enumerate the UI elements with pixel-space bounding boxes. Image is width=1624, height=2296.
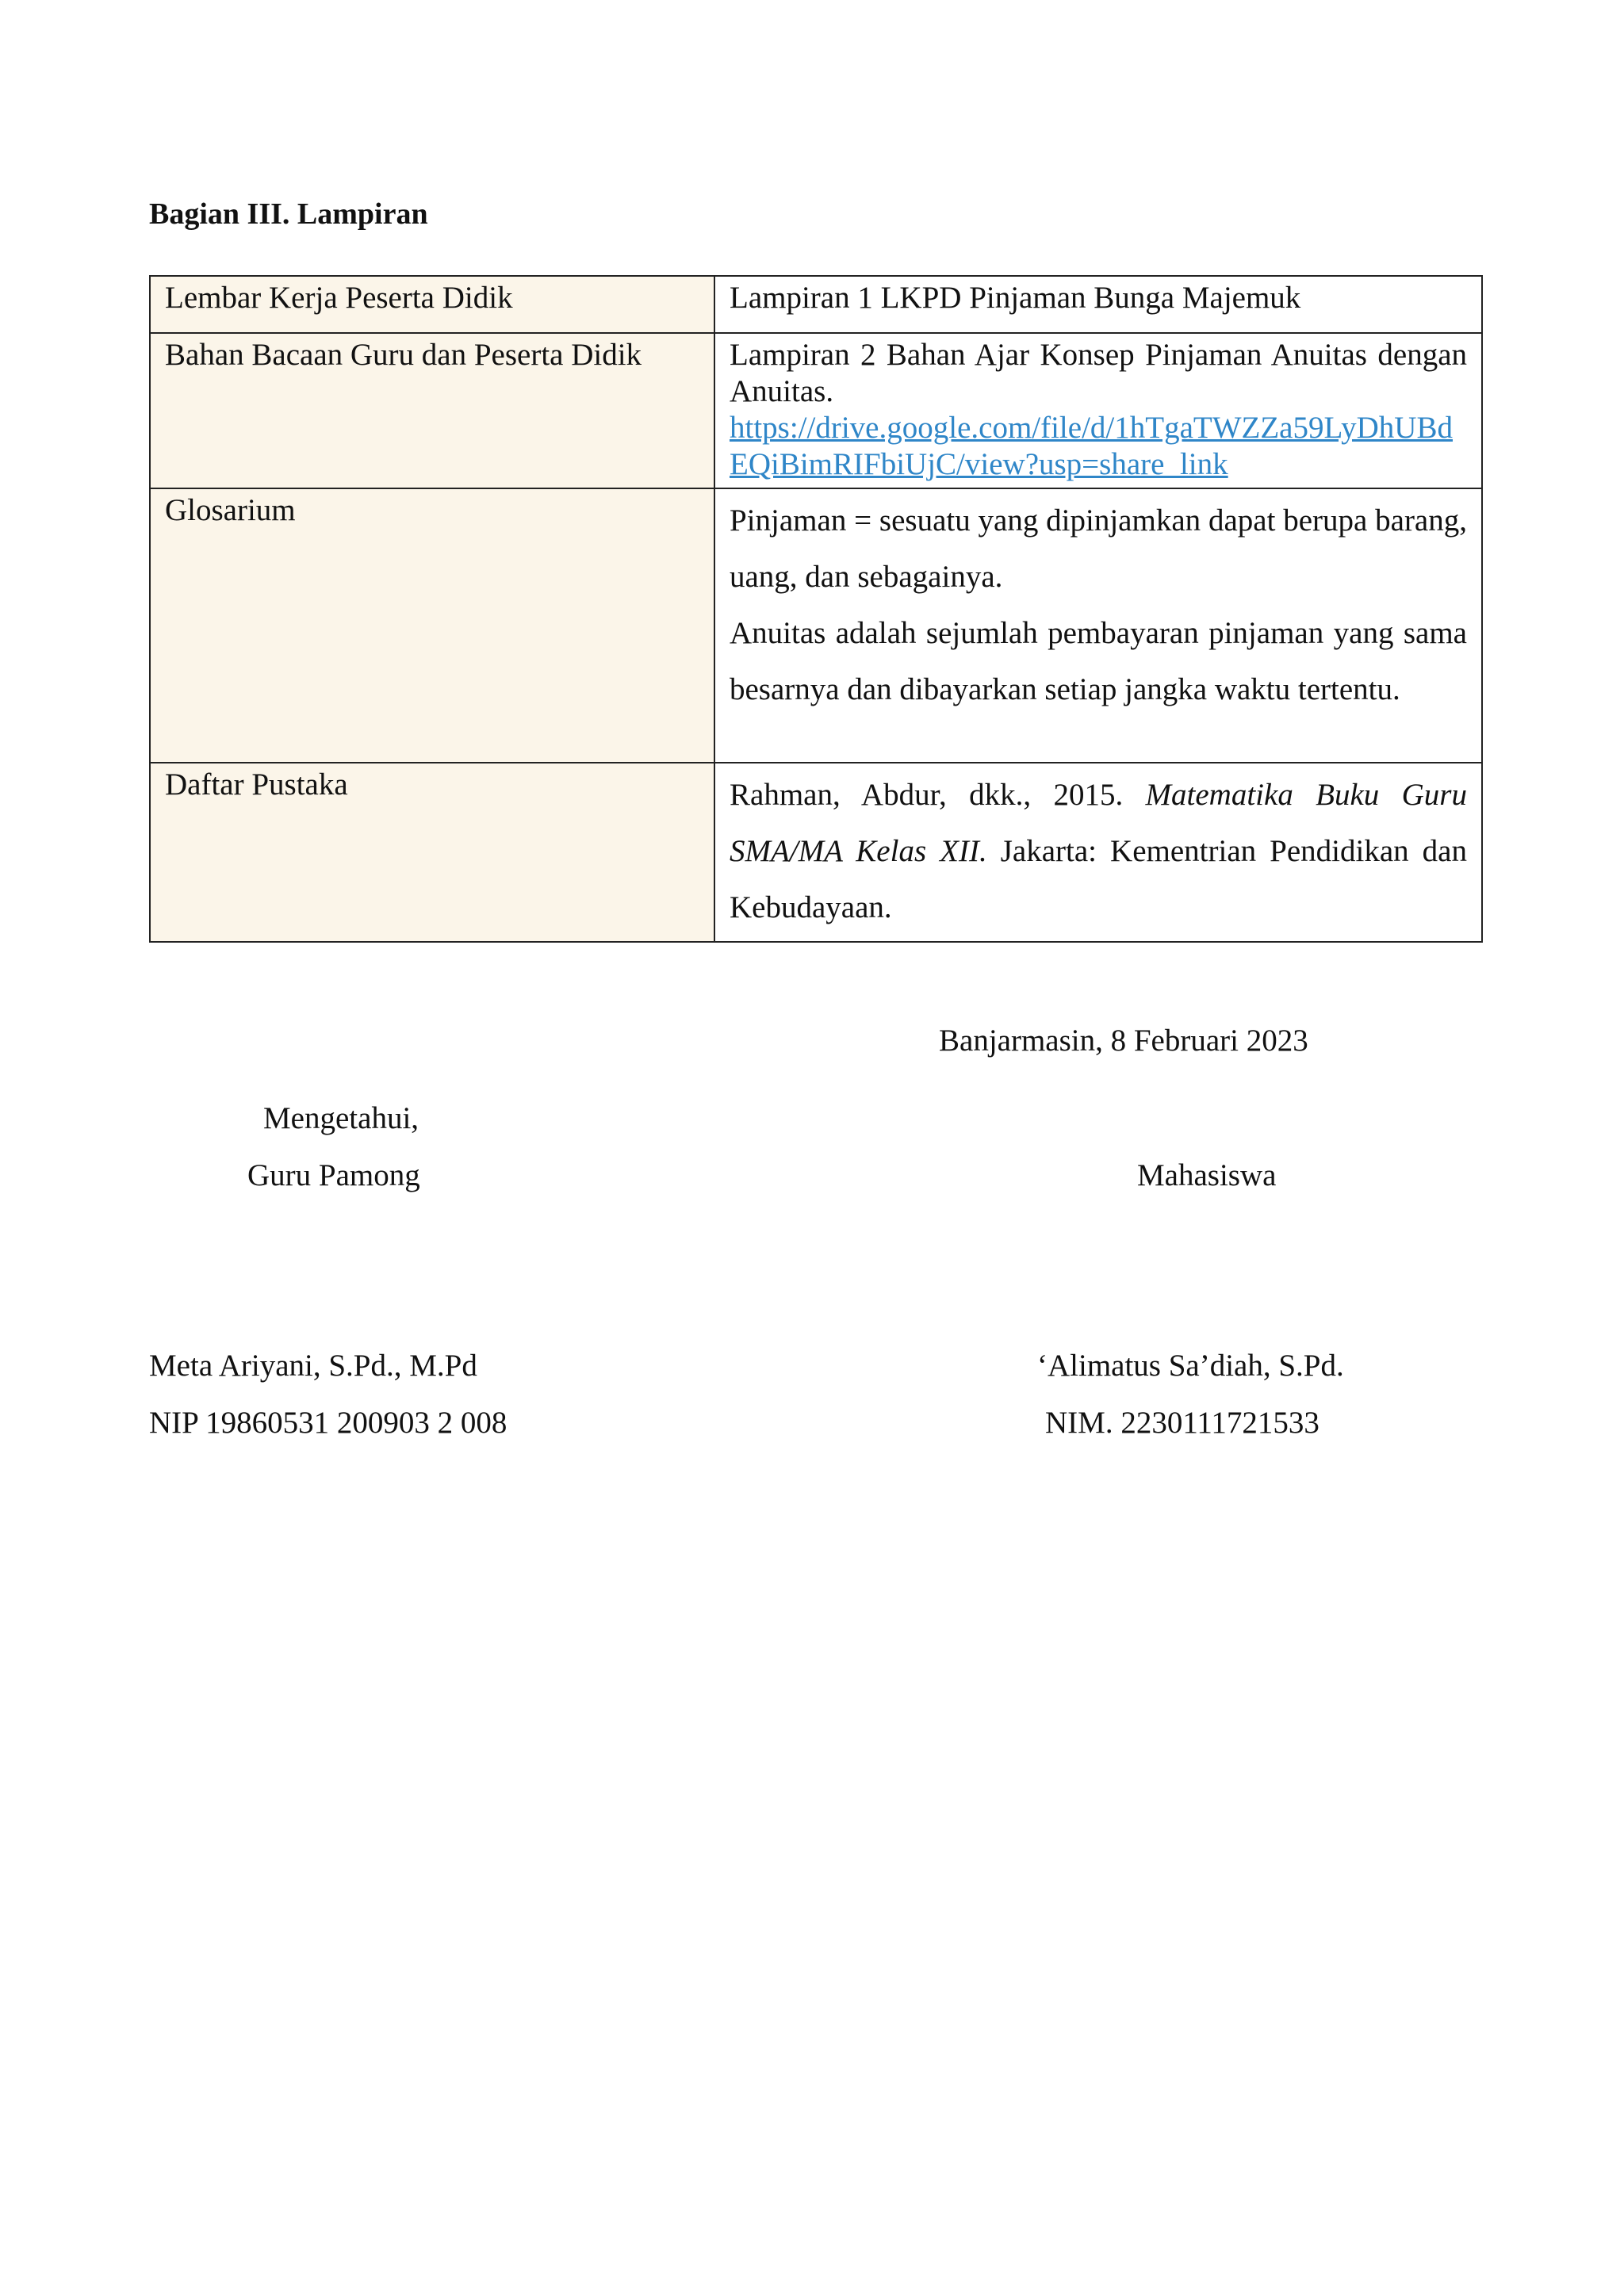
table-row — [150, 488, 1482, 763]
reference-publisher: Jakarta: Kementrian Pendidikan dan Kebudayaan. — [730, 834, 1467, 924]
attachments-table — [149, 275, 1483, 943]
reference-cell — [714, 763, 1482, 942]
glossary-entry: Anuitas adalah sejumlah pembayaran pinjaman yang sama besarnya dan dibayarkan setiap jangka waktu tertentu. — [730, 616, 1467, 706]
table-row — [150, 763, 1482, 942]
row-label: Lembar Kerja Peserta Didik — [150, 276, 714, 333]
student-role: Mahasiswa — [1137, 1158, 1277, 1192]
mentor-role: Guru Pamong — [247, 1158, 420, 1192]
row-label: Glosarium — [150, 488, 714, 763]
student-name: ‘Alimatus Sa’diah, S.Pd. — [1037, 1349, 1344, 1383]
mentor-name: Meta Ariyani, S.Pd., M.Pd — [149, 1349, 477, 1383]
student-nim: NIM. 2230111721533 — [1045, 1406, 1320, 1440]
row-value-cell — [714, 333, 1482, 488]
row-label: Bahan Bacaan Guru dan Peserta Didik — [150, 333, 714, 488]
row-value: Lampiran 1 LKPD Pinjaman Bunga Majemuk — [714, 276, 1482, 333]
row-label: Daftar Pustaka — [150, 763, 714, 942]
reference-title: Matematika Buku Guru SMA/MA Kelas XII. — [730, 778, 1467, 868]
section-title: Bagian III. Lampiran — [149, 197, 428, 231]
table-row — [150, 276, 1482, 333]
glossary-cell — [714, 488, 1482, 763]
glossary-entry: Pinjaman = sesuatu yang dipinjamkan dapat berupa barang, uang, dan sebagainya. — [730, 503, 1467, 594]
drive-link[interactable]: https://drive.google.com/file/d/1hTgaTWZZa59LyDhUBdEQiBimRIFbiUjC/view?usp=share_link — [730, 411, 1453, 481]
reference-authors: Rahman, Abdur, dkk., 2015. — [730, 778, 1124, 812]
place-date: Banjarmasin, 8 Februari 2023 — [939, 1024, 1308, 1058]
row-value: Lampiran 2 Bahan Ajar Konsep Pinjaman Anuitas dengan Anuitas. — [730, 338, 1467, 408]
acknowledgement-label: Mengetahui, — [263, 1101, 419, 1135]
table-row — [150, 333, 1482, 488]
mentor-nip: NIP 19860531 200903 2 008 — [149, 1406, 508, 1440]
